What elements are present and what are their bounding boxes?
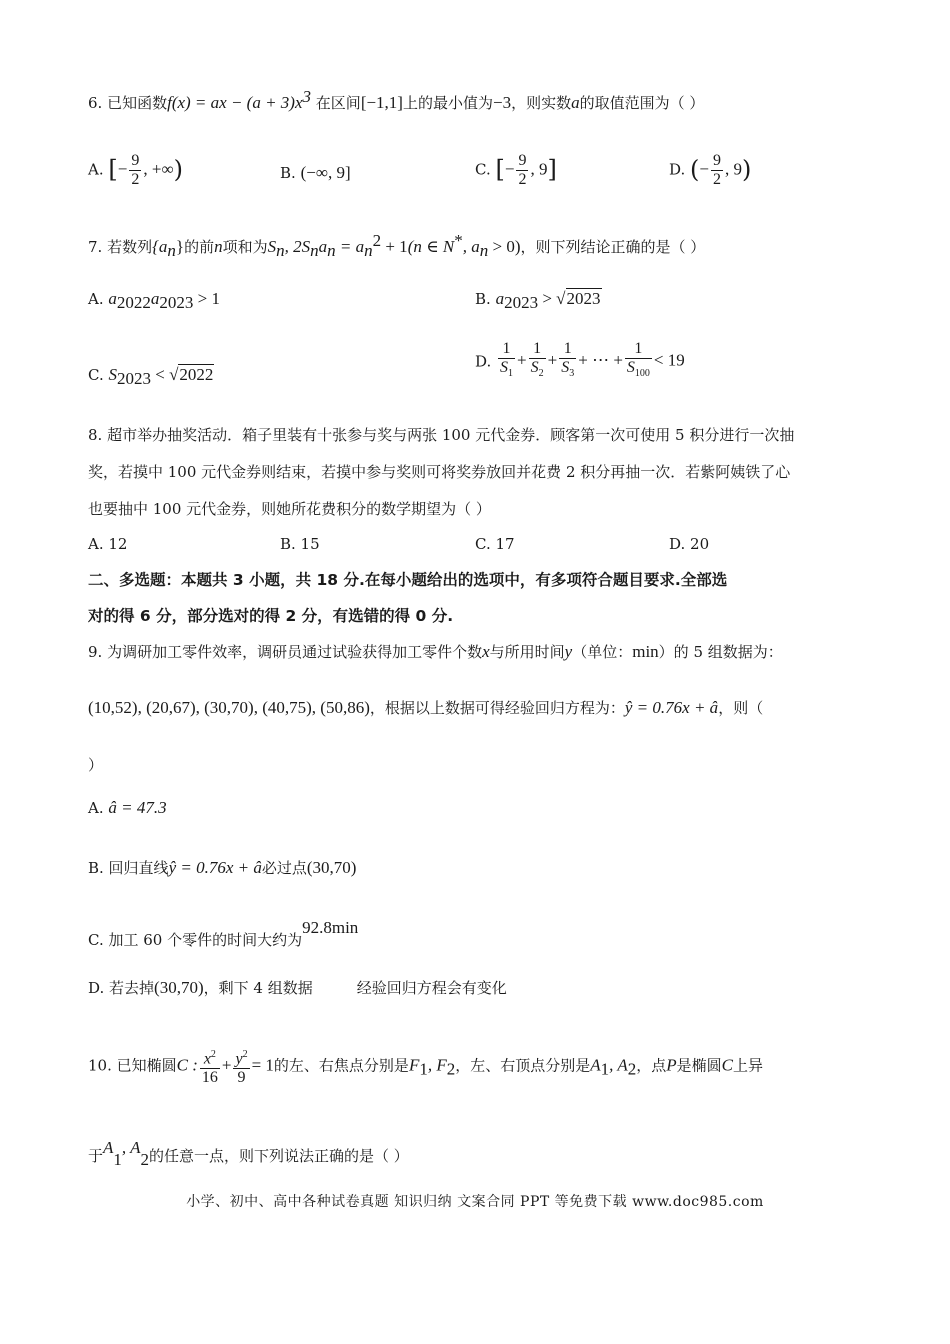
q7-stem: 7. 若数列$\{a_n\}$的前n项和为$S_n$, $2S_na_n = a_n^2 + 1(n$ ∈ N*, $a_n > 0$)，则下列结论正确的是（ ） [88, 231, 706, 260]
q6-mid2: 上的最小值为 [402, 94, 493, 112]
section-2-heading-line-1: 二、多选题：本题共 3 小题，共 18 分.在每小题给出的选项中，有多项符合题目要求.全部选 [88, 571, 728, 589]
q9-option-c: C. 加工 60 个零件的时间大约为92.8min [88, 918, 359, 949]
q6-min-value: −3 [493, 93, 512, 112]
q6-option-a-rest: , +∞ [143, 159, 174, 179]
q6-option-b-text: (−∞, 9] [300, 163, 351, 182]
q6-option-b-label: B. [280, 164, 296, 182]
q6-option-a-label: A. [88, 160, 104, 179]
q6-option-d-rest: , 9 [725, 159, 743, 179]
q9-option-d: D. 若去掉(30,70)，剩下 4 组数据 经验回归方程会有变化 [88, 978, 507, 997]
q6-mid1: 在区间 [315, 94, 361, 112]
section-2-heading-line-2: 对的得 6 分，部分选对的得 2 分，有选错的得 0 分. [88, 607, 454, 625]
q6-option-c-fraction: $\frac{9}{2}$ [518, 152, 527, 188]
q6-option-a-fraction [129, 152, 141, 189]
q6-variable: a [571, 93, 580, 112]
q6-option-c-label: C. [475, 160, 491, 179]
q10-line-1: 10. 已知椭圆C : $\frac{x^2}{16}$ + $\frac{y^2}{9}$ = 1的左、右焦点分别是$F_1$, $F_2$，左、右顶点分别是$A_1$, $A_2$，点P是椭圆C上异 [88, 1049, 763, 1087]
q6-option-a-bracket-open: [ [108, 155, 118, 184]
q6-option-a-bracket-close: ) [173, 155, 183, 184]
q6-stem [88, 86, 704, 114]
q6-option-c: C. [− $\frac{9}{2}$ , 9] [475, 152, 557, 188]
q6-option-c-bracket-open: [ [495, 155, 505, 184]
q9-option-a: A. â = 47.3 [88, 798, 167, 817]
q7-option-a: A. $a_{2022}a_{2023} > 1$ [88, 289, 220, 312]
q6-option-c-rest: , 9 [530, 159, 548, 179]
q9-option-b: B. 回归直线ŷ = 0.76x + â必过点(30,70) [88, 858, 357, 877]
q6-option-d-bracket-open: ( [690, 155, 700, 184]
q6-interval: [−1,1] [360, 93, 403, 112]
q7-option-c: C. $S_{2023} < √2022$ [88, 365, 214, 388]
q8-option-c: C. 17 [475, 535, 515, 553]
page-footer: 小学、初中、高中各种试卷真题 知识归纳 文案合同 PPT 等免费下载 www.doc985.com [186, 1194, 764, 1210]
q6-option-a: A. [− $\frac{9}{2}$ , +∞) [88, 152, 183, 188]
q6-function: f(x) = ax − (a + 3)x [167, 93, 303, 112]
q10-line-2: 于$A_1$, $A_2$的任意一点，则下列说法正确的是（ ） [88, 1138, 409, 1169]
q6-option-d: D. (− $\frac{9}{2}$ , 9) [669, 152, 752, 188]
q6-option-d-fraction: $\frac{9}{2}$ [713, 152, 722, 188]
q8-option-b: B. 15 [280, 535, 320, 553]
q9-data-points: (10,52), (20,67), (30,70), (40,75), (50,86) [88, 698, 370, 717]
q6-function-exponent: 3 [302, 87, 312, 106]
q7-option-d: D. $\frac{1}{S_1}$ + $\frac{1}{S_2}$ + $\frac{1}{S_3}$ + ⋯ + $\frac{1}{S_{100}}$ < 19 [475, 340, 685, 383]
q6-option-b [280, 162, 351, 184]
q9-regression-equation: ŷ = 0.76x + â [624, 698, 719, 717]
q9-line-3: ） [88, 756, 104, 774]
q6-post: ，则实数 [511, 94, 572, 112]
q8-line-1: 8. 超市举办抽奖活动．箱子里装有十张参与奖与两张 100 元代金券．顾客第一次可使用 5 积分进行一次抽 [88, 426, 795, 444]
q6-end: 的取值范围为（ ） [579, 94, 705, 112]
q8-line-3: 也要抽中 100 元代金券，则她所花费积分的数学期望为（ ） [88, 500, 491, 518]
q9-line-1: 9. 为调研加工零件效率，调研员通过试验获得加工零件个数x与所用时间y（单位：min）的 5 组数据为： [88, 642, 783, 661]
q8-option-a: A. 12 [88, 535, 128, 553]
q6-option-a-numerator: 9 [131, 152, 140, 169]
q8-option-d: D. 20 [669, 535, 710, 553]
q7-option-b: B. $a_{2023} > √2023$ [475, 289, 601, 312]
q8-line-2: 奖，若摸中 100 元代金券则结束，若摸中参与奖则可将奖券放回并花费 2 积分再抽一次．若紫阿姨铁了心 [88, 463, 791, 481]
q6-option-d-label: D. [669, 160, 686, 179]
q6-option-a-denominator: 2 [131, 171, 140, 188]
q6-option-d-bracket-close: ) [742, 155, 752, 184]
q6-option-c-bracket-close: ] [547, 155, 557, 184]
q6-stem-pre: 6. 已知函数 [88, 94, 168, 112]
q9-line-2: (10,52), (20,67), (30,70), (40,75), (50,86)，根据以上数据可得经验回归方程为：ŷ = 0.76x + â，则（ [88, 698, 764, 717]
